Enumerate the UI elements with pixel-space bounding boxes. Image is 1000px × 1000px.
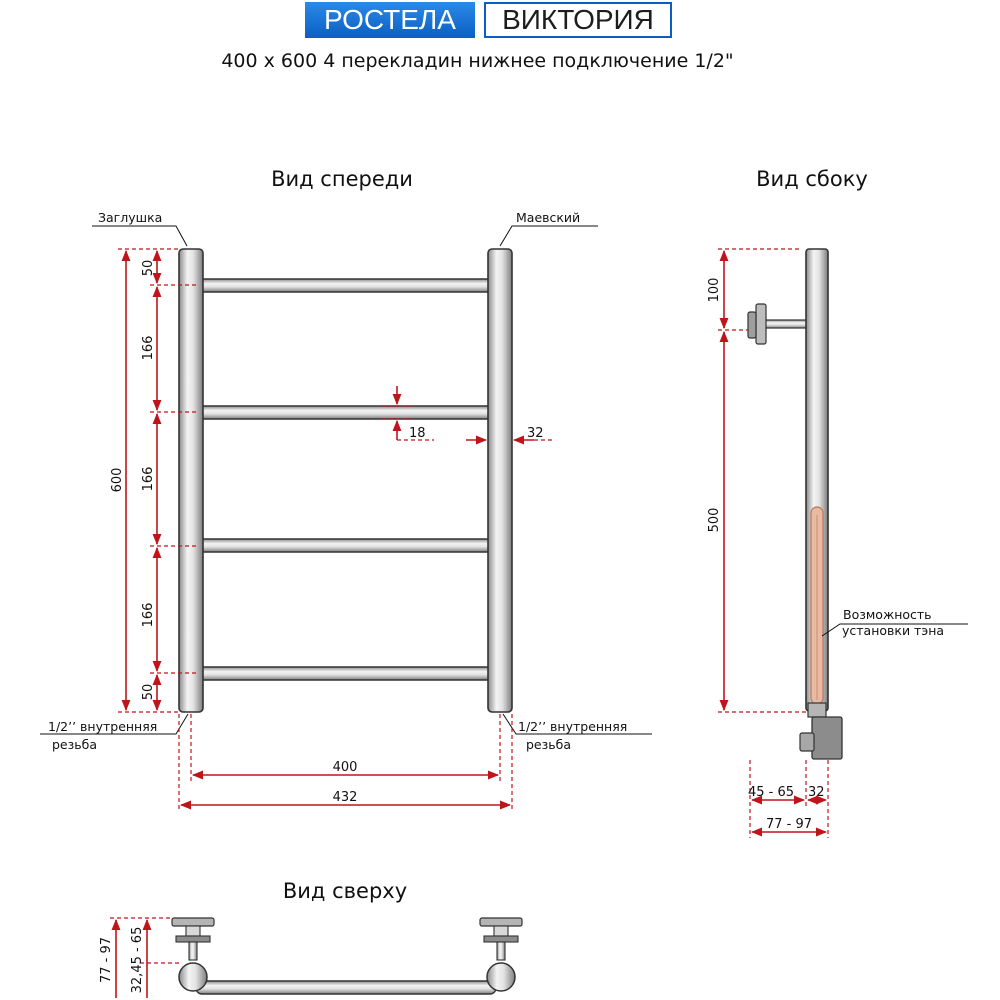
top-wall-plate-right [480,918,522,926]
dim-side-pipe: 32 [808,785,825,800]
top-view [99,879,522,998]
dim-spacing-3: 166 [141,602,156,628]
plug-label: Заглушка [98,210,163,225]
top-riser-right [487,963,515,991]
brand-name: РОСТЕЛА [305,2,475,38]
top-crossbar [196,981,496,994]
crossbar-2 [196,406,494,419]
top-wall-plate-left [172,918,214,926]
dim-pipe-32: 32 [527,426,544,441]
dim-height-600: 600 [110,467,125,493]
side-view-title: Вид сбоку [756,167,868,191]
model-name: ВИКТОРИЯ [484,2,672,38]
left-riser-pipe [179,249,203,712]
dim-mount-100: 100 [707,277,722,303]
side-view [707,167,968,838]
dim-top-total: 77 - 97 [99,936,114,984]
wall-bracket-plate [756,304,766,344]
bottom-nut [808,703,826,717]
crossbar-1 [196,279,494,292]
dim-spacing-1: 166 [141,335,156,361]
heater-label-line2: установки тэна [842,623,945,638]
front-view [40,167,652,812]
product-subtitle: 400 x 600 4 перекладин нижнее подключение 1/2" [221,50,734,72]
valve-label: Маевский [516,210,581,225]
dim-crossbar-18: 18 [409,426,426,441]
dim-top-offset: 32,45 - 65 [130,926,145,994]
dim-bottom-gap: 50 [141,683,156,701]
bottom-fitting [812,717,842,759]
top-view-title: Вид сверху [282,879,408,903]
fitting-outlet [800,733,814,751]
dim-spacing-2: 166 [141,466,156,492]
dim-side-offset: 45 - 65 [748,785,795,800]
crossbar-3 [196,539,494,552]
thread-label-right-line2: резьба [526,737,572,752]
crossbar-4 [196,667,494,680]
wall-bracket-flange [748,312,756,338]
crossbars [196,279,494,680]
dim-width-400: 400 [332,760,358,775]
right-riser-pipe [488,249,512,712]
dim-side-total: 77 - 97 [765,817,813,832]
thread-label-left-line2: резьба [52,737,98,752]
top-riser-left [179,963,207,991]
front-view-title: Вид спереди [271,167,413,191]
thread-label-right-line1: 1/2’’ внутренняя [518,719,628,734]
dim-length-500: 500 [707,507,722,533]
thread-label-left-line1: 1/2’’ внутренняя [48,719,158,734]
heater-label-line1: Возможность [843,607,932,622]
dim-top-gap: 50 [141,259,156,277]
dim-width-432: 432 [332,790,358,805]
wall-bracket-rod [765,320,807,328]
